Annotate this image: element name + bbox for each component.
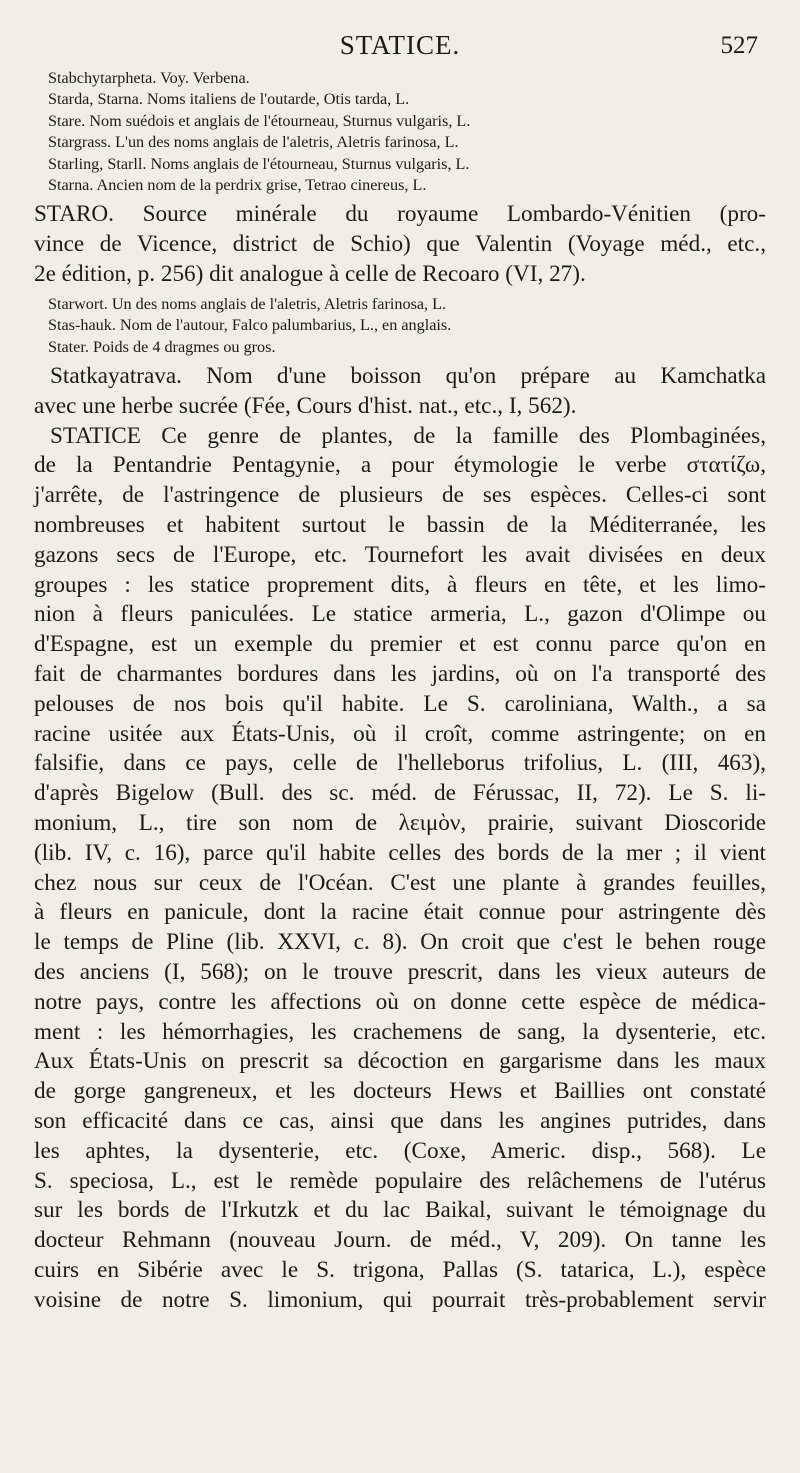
- entry-stare: Stare. Nom suédois et anglais de l'étourneau, Sturnus vulgaris, L.: [48, 111, 471, 130]
- entry-stabchytarpheta: Stabchytarpheta. Voy. Verbena.: [48, 69, 250, 87]
- text-line: Statkayatrava. Nom d'une boisson qu'on prépare au Kamchatka: [50, 363, 766, 390]
- text-line: avec une herbe sucrée (Fée, Cours d'hist. nat., etc., I, 562).: [34, 392, 577, 419]
- entry-statkayatrava: [34, 362, 766, 422]
- text-line: voisine de notre S. limonium, qui pourrait très-probablement servir: [34, 1286, 766, 1313]
- text-line: 2e édition, p. 256) dit analogue à celle de Recoaro (VI, 27).: [34, 261, 586, 288]
- text-line: vince de Vicence, district de Schio) que Valentin (Voyage méd., etc.,: [34, 231, 766, 258]
- text-line: (lib. IV, c. 16), parce qu'il habite celles des bords de la mer ; il vient: [34, 839, 766, 866]
- entry-starda: Starda, Starna. Noms italiens de l'outarde, Otis tarda, L.: [48, 90, 410, 109]
- small-entries-block-1: [34, 68, 766, 196]
- text-line: j'arrête, de l'astringence de plusieurs de ses espèces. Celles-ci sont: [34, 482, 766, 509]
- text-line: son efficacité dans ce cas, ainsi que dans les angines putrides, dans: [34, 1107, 766, 1134]
- entry-staro: [34, 200, 766, 289]
- text-line: des anciens (I, 568); on le trouve prescrit, dans les vieux auteurs de: [34, 958, 766, 985]
- text-line: cuirs en Sibérie avec le S. trigona, Pallas (S. tatarica, L.), espèce: [34, 1256, 766, 1283]
- text-line: d'après Bigelow (Bull. des sc. méd. de Férussac, II, 72). Le S. li-: [34, 780, 766, 807]
- text-line: falsifie, dans ce pays, celle de l'helleborus trifolius, L. (III, 463),: [34, 750, 766, 777]
- text-line: sur les bords de l'Irkutzk et du lac Baikal, suivant le témoignage du: [34, 1197, 766, 1224]
- text-line: le temps de Pline (lib. XXVI, c. 8). On croit que c'est le behen rouge: [34, 929, 766, 956]
- text-line: à fleurs en panicule, dont la racine était connue pour astringente dès: [34, 899, 766, 926]
- text-line: les aphtes, la dysenterie, etc. (Coxe, Americ. disp., 568). Le: [34, 1137, 766, 1164]
- entry-stas-hauk: Stas-hauk. Nom de l'autour, Falco palumbarius, L., en anglais.: [48, 316, 452, 335]
- entry-statice: [34, 422, 766, 1316]
- text-line: racine usitée aux États-Unis, où il croît, comme astringente; on en: [34, 720, 766, 747]
- text-line: monium, L., tire son nom de λειμὸν, prairie, suivant Dioscoride: [34, 810, 766, 836]
- entry-starna: Starna. Ancien nom de la perdrix grise, Tetrao cinereus, L.: [48, 176, 427, 195]
- entry-stater: Stater. Poids de 4 dragmes ou gros.: [48, 337, 276, 356]
- page-number: 527: [720, 32, 758, 59]
- text-line: groupes : les statice proprement dits, à fleurs en tête, et les limo-: [34, 571, 766, 598]
- entry-starling: Starling, Starll. Noms anglais de l'étourneau, Sturnus vulgaris, L.: [48, 154, 470, 173]
- text-line: STARO. Source minérale du royaume Lombardo-Vénitien (pro-: [34, 201, 766, 228]
- small-entries-block-2: [34, 294, 766, 358]
- text-line: fait de charmantes bordures dans les jardins, où on l'a transporté des: [34, 661, 766, 688]
- text-line: ment : les hémorrhagies, les crachemens de sang, la dysenterie, etc.: [34, 1018, 766, 1045]
- entry-stargrass: Stargrass. L'un des noms anglais de l'aletris, Aletris farinosa, L.: [48, 133, 459, 152]
- text-line: chez nous sur ceux de l'Océan. C'est une plante à grandes feuilles,: [34, 869, 766, 896]
- text-line: notre pays, contre les affections où on donne cette espèce de médica-: [34, 988, 766, 1015]
- text-line: S. speciosa, L., est le remède populaire des relâchemens de l'utérus: [34, 1167, 766, 1194]
- text-line: docteur Rehmann (nouveau Journ. de méd., V, 209). On tanne les: [34, 1227, 766, 1254]
- text-line: de gorge gangreneux, et les docteurs Hews et Baillies ont constaté: [34, 1078, 766, 1105]
- text-line: gazons secs de l'Europe, etc. Tournefort les avait divisées en deux: [34, 541, 766, 568]
- text-line: nombreuses et habitent surtout le bassin de la Méditerranée, les: [34, 512, 766, 539]
- page-header: [34, 28, 766, 68]
- text-line: d'Espagne, est un exemple du premier et est connu parce qu'on en: [34, 631, 766, 658]
- entry-starwort: Starwort. Un des noms anglais de l'aletris, Aletris farinosa, L.: [48, 294, 447, 313]
- text-line: nion à fleurs paniculées. Le statice armeria, L., gazon d'Olimpe ou: [34, 601, 766, 628]
- text-line: STATICE Ce genre de plantes, de la famille des Plombaginées,: [50, 422, 766, 449]
- text-line: pelouses de nos bois qu'il habite. Le S. caroliniana, Walth., a sa: [34, 690, 766, 717]
- text-line: de la Pentandrie Pentagynie, a pour étymologie le verbe στατίζω,: [34, 452, 766, 479]
- text-line: Aux États-Unis on prescrit sa décoction en gargarisme dans les maux: [34, 1048, 766, 1075]
- running-title: STATICE.: [339, 30, 461, 60]
